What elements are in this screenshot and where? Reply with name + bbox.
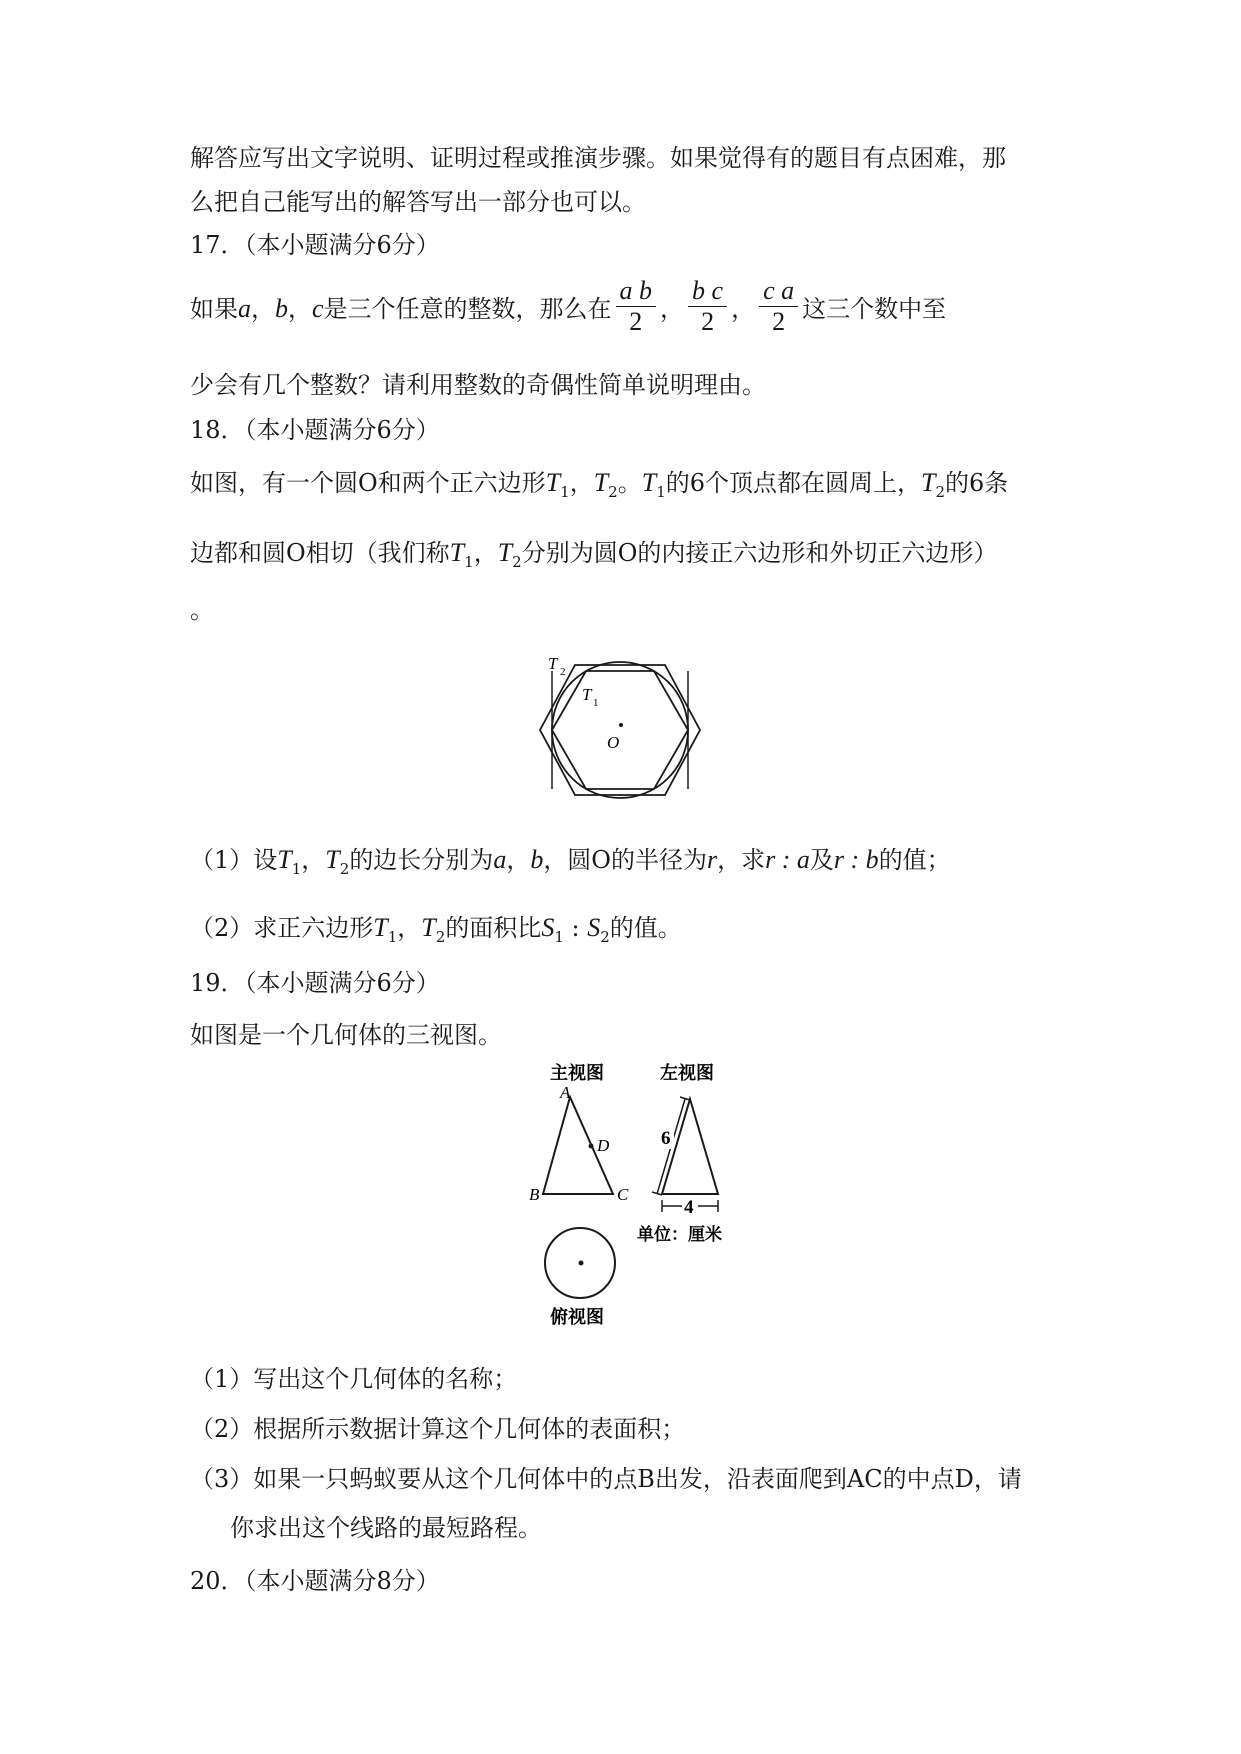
label-O: O [607,733,620,752]
q18-text: 的边长分别为 [349,846,494,874]
front-view-title: 主视图 [550,1063,604,1084]
hexagon-T1 [552,671,688,789]
hexagon-T2 [540,665,700,795]
var-T: T [497,538,513,567]
q18-text: （2）求正六边形 [190,914,374,942]
q18-line-3: 。 [190,596,214,624]
q18-text: ，求 [717,846,766,874]
q19-part-3: （3）如果一只蚂蚁要从这个几何体中的点B出发，沿表面爬到AC的中点D，请 [190,1465,1022,1493]
subscript: 2 [512,553,522,571]
fraction-numerator: a b [616,276,657,307]
label-T2-sub: 2 [560,666,566,678]
comma: ， [288,295,312,323]
q18-line-1 [190,468,1008,501]
var-a: a [493,845,507,874]
q18-text: 及 [809,846,834,874]
q19-part-2: （2）根据所示数据计算这个几何体的表面积； [190,1415,686,1443]
q18-part-1 [190,845,951,878]
var-b: b [275,294,288,323]
q18-text: 边都和圆O相切（我们称 [190,539,450,567]
comma: ， [473,539,498,567]
dimension-six: 6 [661,1128,671,1149]
q18-text: 的6条 [945,469,1009,497]
fraction-numerator: c a [759,276,798,307]
var-T: T [325,845,340,874]
q17-line-2: 少会有几个整数？请利用整数的奇偶性简单说明理由。 [190,371,766,399]
comma: ， [660,295,685,323]
var-T: T [545,468,561,497]
var-T: T [921,468,936,497]
period: 。 [617,469,642,497]
comma: ， [251,295,275,323]
center-dot [619,723,623,727]
subscript: 2 [935,483,946,501]
q18-text: 的面积比 [445,914,542,942]
subscript: 1 [291,860,302,878]
var-r: r [707,845,718,874]
q20-header: 20．（本小题满分8分） [190,1567,440,1595]
fraction-a-b [616,276,657,337]
comma: ， [301,846,326,874]
q18-line-2 [190,538,997,571]
var-T: T [449,538,465,567]
fraction-b-c [688,276,727,337]
q18-text: 如图，有一个圆O和两个正六边形 [190,469,546,497]
q18-text: 的6个顶点都在圆周上， [665,469,922,497]
subscript: 1 [464,553,474,571]
label-T2: T [548,655,558,673]
label-A: A [560,1083,571,1102]
var-T: T [593,468,609,497]
point-D [589,1144,594,1149]
subscript: 2 [608,483,618,501]
subscript: 2 [339,860,350,878]
ratio-r-b: r : b [833,845,879,874]
intro-line-2: 么把自己能写出的解答写出一部分也可以。 [190,188,646,216]
q18-text: 分别为圆O的内接正六边形和外切正六边形） [521,539,998,567]
var-a: a [238,294,251,323]
var-T: T [421,913,436,942]
q17-text: 这三个数中至 [802,295,947,323]
var-c: c [312,294,324,323]
unit-label: 单位：厘米 [637,1225,722,1245]
fraction-denominator: 2 [701,307,715,336]
q19-line-1: 如图是一个几何体的三视图。 [190,1021,502,1049]
label-C: C [617,1185,629,1204]
q18-header: 18．（本小题满分6分） [190,416,440,444]
q18-text: （1）设 [190,846,278,874]
q18-text: 的值； [878,846,951,874]
label-T1-sub: 1 [593,697,599,709]
three-view-figure [520,1055,760,1330]
comma: ， [506,846,531,874]
left-view-title: 左视图 [660,1063,714,1084]
hexagon-circle-figure [530,655,710,805]
subscript: 1 [387,928,398,946]
fraction-numerator: b c [688,276,727,307]
var-T: T [641,468,657,497]
fraction-c-a [759,276,798,337]
intro-line-1: 解答应写出文字说明、证明过程或推演步骤。如果觉得有的题目有点困难，那 [190,144,1006,172]
subscript: 2 [600,928,610,946]
q18-text: 的值。 [609,914,682,942]
q19-header: 19．（本小题满分6分） [190,969,440,997]
top-view-title: 俯视图 [550,1307,604,1328]
label-B: B [529,1185,540,1204]
subscript: 1 [560,483,570,501]
q18-part-2 [190,913,682,946]
q17-text: 如果 [190,295,238,323]
var-S: S [541,913,555,942]
q17-text: 是三个任意的整数，那么在 [323,295,612,323]
q19-part-1: （1）写出这个几何体的名称； [190,1365,518,1393]
subscript: 2 [435,928,446,946]
label-D: D [597,1136,610,1155]
var-T: T [373,913,388,942]
subscript: 1 [554,928,564,946]
colon: : [563,914,588,942]
var-b: b [530,845,544,874]
q17-line-1 [190,276,947,341]
comma: ， [397,914,422,942]
circle-O [552,662,688,798]
comma: ， [731,295,756,323]
var-T: T [277,845,292,874]
fraction-denominator: 2 [772,307,786,336]
subscript: 1 [656,483,666,501]
dimension-four: 4 [684,1197,694,1218]
ratio-r-a: r : a [765,845,810,874]
var-S: S [587,913,601,942]
comma: ， [569,469,594,497]
fraction-denominator: 2 [629,307,643,336]
q18-text: ，圆O的半径为 [543,846,707,874]
top-view-center [579,1261,584,1266]
q17-header: 17．（本小题满分6分） [190,231,440,259]
q19-part-3-cont: 你求出这个线路的最短路程。 [230,1514,542,1542]
label-T1: T [582,685,592,704]
